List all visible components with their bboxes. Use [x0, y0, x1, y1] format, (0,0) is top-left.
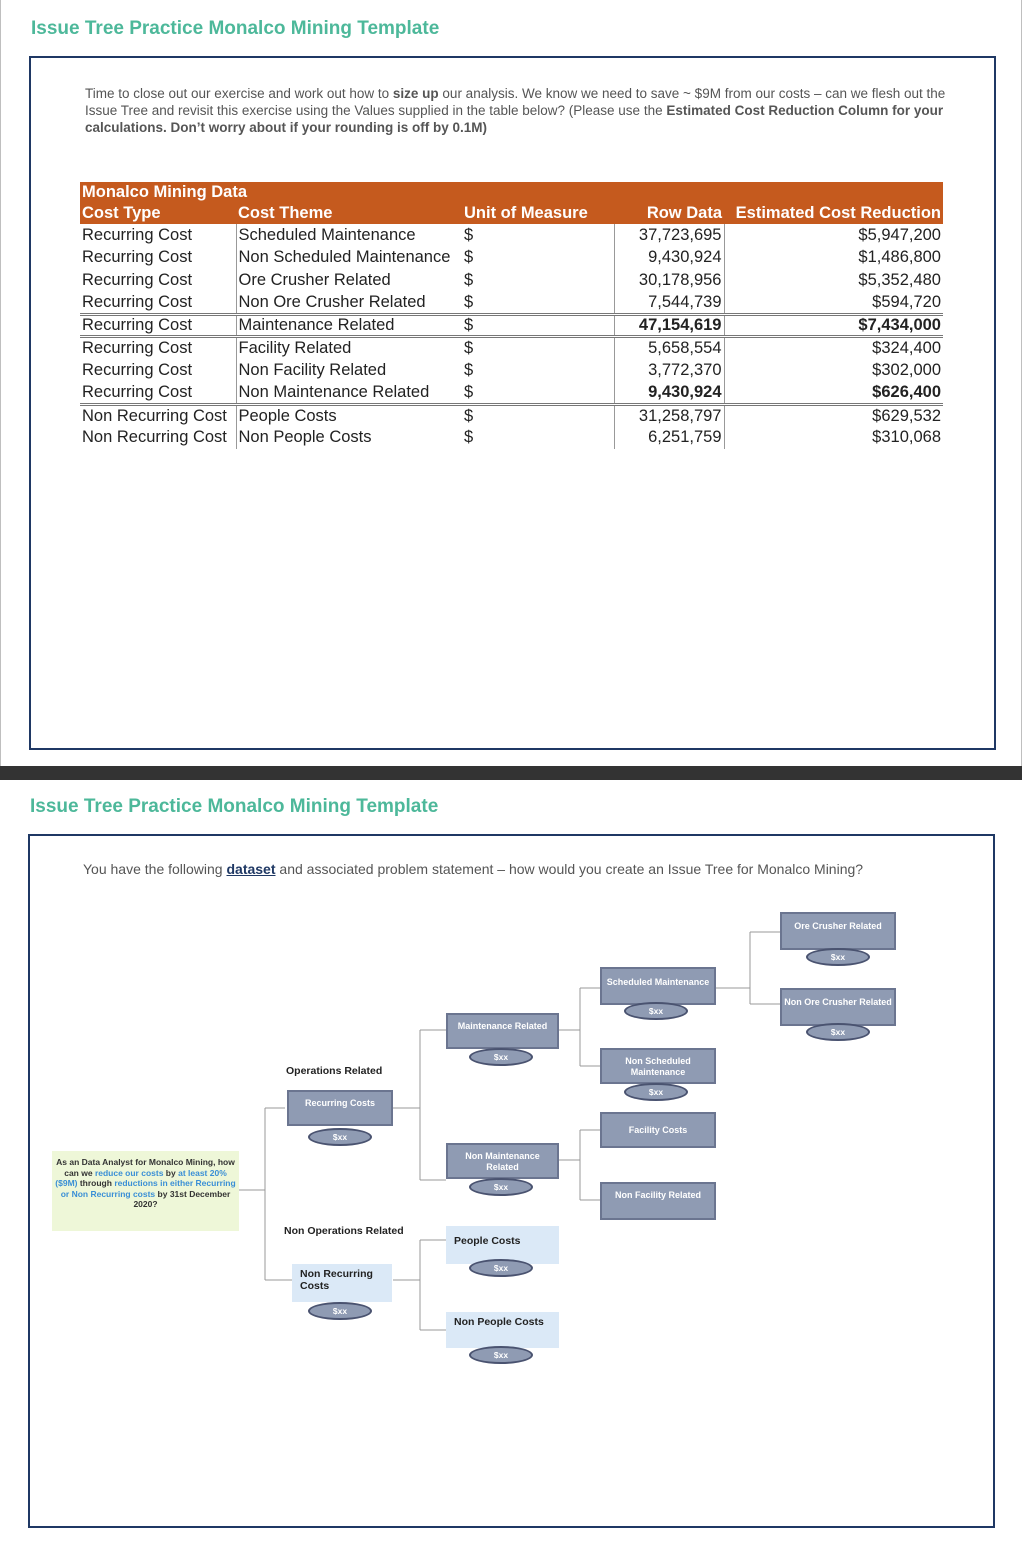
table-cell: 7,544,739: [614, 292, 724, 315]
table-cell: $594,720: [872, 292, 941, 311]
table-cell: $: [462, 247, 614, 270]
intro-bold: size up: [392, 86, 439, 101]
table-cell: 37,723,695: [614, 224, 724, 247]
non-recurring-costs-node[interactable]: Non Recurring Costs: [292, 1264, 392, 1302]
table-cell: $: [462, 337, 614, 360]
non-maintenance-related-node[interactable]: Non Maintenance Related: [446, 1143, 559, 1179]
table-cell: $626,400: [872, 382, 941, 401]
col-header: Estimated Cost Reduction: [724, 203, 943, 224]
table-cell: 31,258,797: [614, 404, 724, 427]
intro-part: You have the following: [83, 861, 227, 877]
problem-statement: [52, 1151, 239, 1231]
col-header: Cost Theme: [236, 203, 462, 224]
q-text: by 31st December 2020?: [133, 1188, 231, 1209]
table-cell: People Costs: [236, 404, 462, 427]
q-highlight: reduce our costs: [94, 1167, 164, 1178]
table-caption: Monalco Mining Data: [80, 182, 943, 203]
table-cell: $310,068: [872, 428, 941, 447]
recurring-costs-value: $xx: [308, 1128, 372, 1146]
q-text: by: [163, 1167, 179, 1178]
table-cell: Non Scheduled Maintenance: [238, 248, 451, 267]
table-cell: $302,000: [872, 360, 941, 379]
table-cell: $: [462, 427, 614, 450]
table-cell: Maintenance Related: [236, 314, 462, 337]
maintenance-related-value: $xx: [469, 1048, 533, 1066]
page-title: Issue Tree Practice Monalco Mining Template: [31, 18, 440, 39]
non-recurring-costs-value: $xx: [308, 1302, 372, 1320]
q-text: As an Data Analyst for Monalco Mining, how can we: [56, 1157, 235, 1178]
intro-bold: Estimated Cost Reduction Column for your calculations. Don’t worry about if your rounding is off by 0.1M): [85, 103, 944, 135]
table-cell: Non Maintenance Related: [238, 382, 430, 401]
non-scheduled-maintenance-value: $xx: [624, 1083, 688, 1101]
table-cell: $: [462, 269, 614, 292]
table-cell: 6,251,759: [614, 427, 724, 450]
table-cell: $: [462, 382, 614, 405]
table-cell: $7,434,000: [724, 314, 943, 337]
table-cell: Recurring Cost: [80, 382, 236, 405]
table-cell: Recurring Cost: [80, 224, 236, 247]
table-cell: $629,532: [724, 404, 943, 427]
table-cell: Recurring Cost: [80, 247, 236, 270]
table-cell: $5,947,200: [858, 225, 941, 244]
table-cell: Scheduled Maintenance: [238, 225, 416, 244]
table-cell: $: [462, 292, 614, 315]
non-operations-related-label: Non Operations Related: [284, 1225, 404, 1237]
recurring-costs-node[interactable]: Recurring Costs: [287, 1090, 393, 1126]
table-cell: $: [462, 224, 614, 247]
non-facility-related-node[interactable]: Non Facility Related: [600, 1182, 716, 1220]
people-costs-node[interactable]: People Costs: [446, 1226, 559, 1264]
table-cell: $1,486,800: [858, 248, 941, 267]
col-header: Unit of Measure: [462, 203, 614, 224]
non-people-costs-node[interactable]: Non People Costs: [446, 1312, 559, 1348]
q-text: through: [77, 1178, 115, 1188]
table-cell: Non Facility Related: [238, 360, 387, 379]
table-cell: Recurring Cost: [80, 359, 236, 382]
table-cell: 9,430,924: [614, 382, 724, 405]
table-cell: $324,400: [724, 337, 943, 360]
operations-related-label: Operations Related: [286, 1065, 383, 1077]
table-cell: Recurring Cost: [80, 337, 236, 360]
table-cell: Non Recurring Cost: [80, 427, 236, 450]
table-cell: $5,352,480: [858, 270, 941, 289]
table-cell: Non Ore Crusher Related: [238, 292, 426, 311]
table-cell: Recurring Cost: [80, 269, 236, 292]
table-cell: Facility Related: [236, 337, 462, 360]
non-scheduled-maintenance-node[interactable]: Non Scheduled Maintenance: [600, 1048, 716, 1084]
intro-part: Time to close out our exercise and work out how to: [85, 86, 393, 101]
non-ore-crusher-related-node[interactable]: Non Ore Crusher Related: [780, 988, 896, 1026]
intro-part: and associated problem statement – how would you create an Issue Tree for Monalco Mining?: [275, 861, 864, 877]
scheduled-maintenance-node[interactable]: Scheduled Maintenance: [600, 967, 716, 1005]
table-cell: Non People Costs: [238, 428, 372, 447]
table-cell: Ore Crusher Related: [238, 270, 391, 289]
table-cell: Recurring Cost: [80, 292, 236, 315]
people-costs-value: $xx: [469, 1259, 533, 1277]
col-header: Row Data: [614, 203, 724, 224]
table-cell: 9,430,924: [614, 247, 724, 270]
q-highlight: at least 20% ($9M): [55, 1167, 227, 1188]
ore-crusher-related-value: $xx: [806, 948, 870, 966]
table-cell: $: [462, 359, 614, 382]
scheduled-maintenance-value: $xx: [624, 1002, 688, 1020]
table-cell: 30,178,956: [614, 269, 724, 292]
table-cell: 3,772,370: [614, 359, 724, 382]
table-cell: $: [462, 404, 614, 427]
table-cell: 5,658,554: [614, 337, 724, 360]
table-cell: 47,154,619: [614, 314, 724, 337]
col-header: Cost Type: [80, 203, 236, 224]
table-cell: $: [462, 314, 614, 337]
table-cell: Non Recurring Cost: [80, 404, 236, 427]
facility-costs-node[interactable]: Facility Costs: [600, 1112, 716, 1148]
page-title: Issue Tree Practice Monalco Mining Template: [30, 796, 439, 817]
ore-crusher-related-node[interactable]: Ore Crusher Related: [780, 912, 896, 950]
non-ore-crusher-related-value: $xx: [806, 1023, 870, 1041]
table-cell: Recurring Cost: [80, 314, 236, 337]
non-maintenance-related-value: $xx: [469, 1178, 533, 1196]
intro-part: our analysis. We know we need to save ~ $9M from our costs – can we flesh out the Issue Tree and revisit this exercise using the Values supplied in the table below? (Please use the: [85, 86, 946, 118]
dataset-link[interactable]: dataset: [226, 861, 276, 877]
q-highlight: reductions in either Recurring or Non Recurring costs: [60, 1178, 236, 1199]
non-people-costs-value: $xx: [469, 1346, 533, 1364]
maintenance-related-node[interactable]: Maintenance Related: [446, 1013, 559, 1049]
